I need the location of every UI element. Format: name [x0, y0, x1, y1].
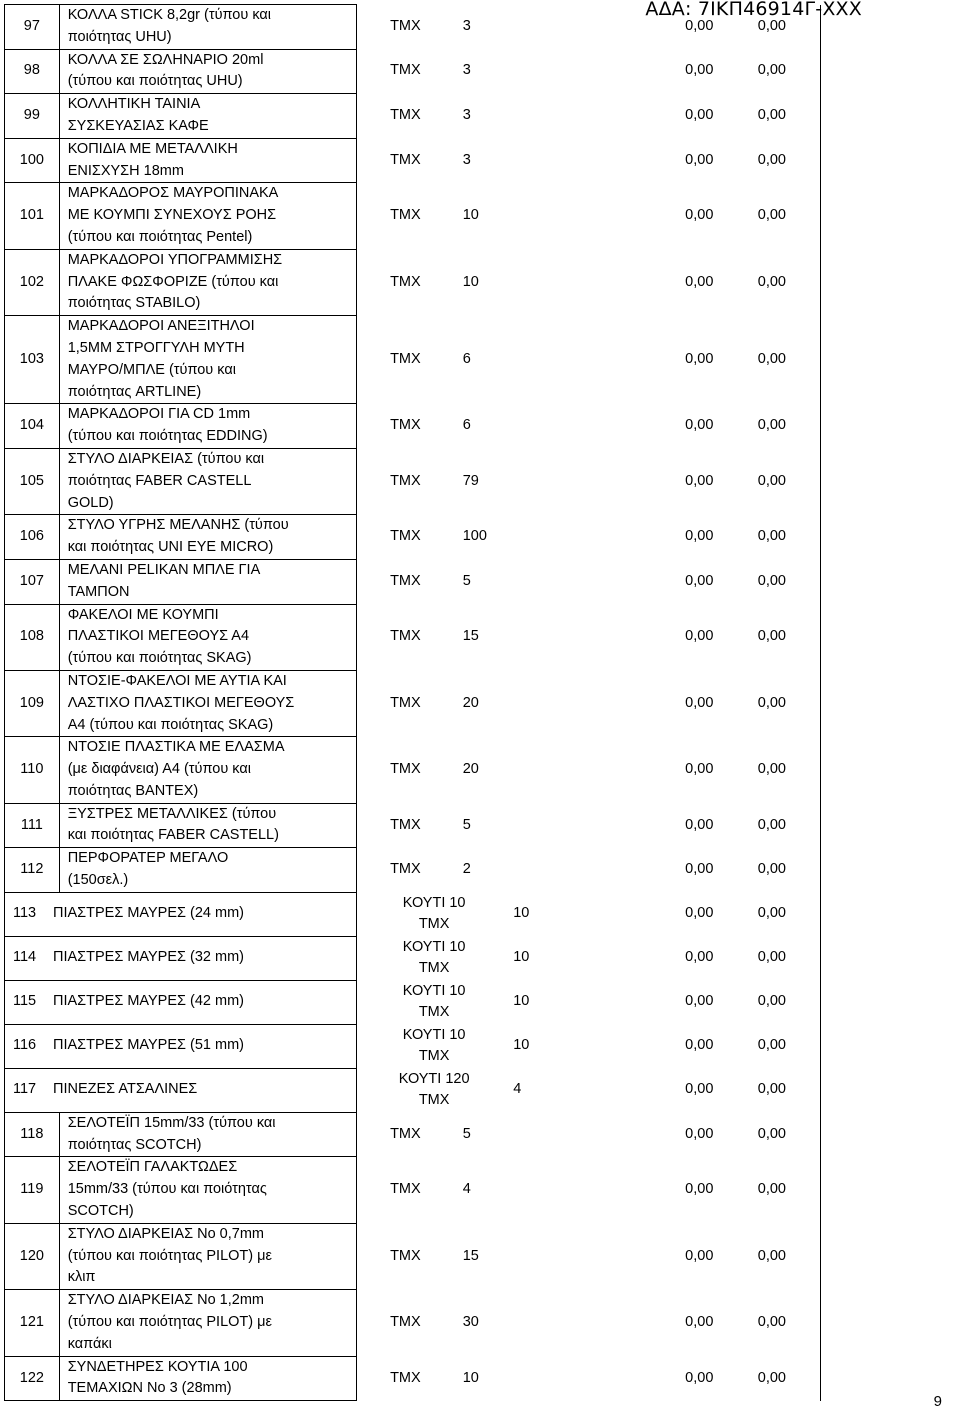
item-quantity: 10 — [513, 993, 530, 1010]
item-unit — [357, 737, 631, 803]
item-description: ΠΙΑΣΤΡΕΣ ΜΑΥΡΕΣ (51 mm) — [53, 1037, 244, 1054]
table-row — [5, 980, 821, 1024]
item-quantity: 20 — [462, 694, 479, 711]
table-row — [5, 670, 821, 736]
item-description — [59, 404, 356, 449]
item-number: 111 — [5, 803, 60, 848]
item-description — [59, 803, 356, 848]
item-total: 0,00 — [713, 980, 820, 1024]
item-description-line: ΤΑΜΠΟΝ — [67, 583, 130, 600]
item-quantity: 79 — [462, 472, 479, 489]
item-description-line: 1,5MM ΣΤΡΟΓΓΥΛΗ ΜΥΤΗ — [67, 339, 245, 356]
item-price: 0,00 — [685, 417, 714, 434]
item-unit-text: ΤΜΧ — [390, 62, 421, 79]
item-description-line: ΚΟΛΛΑ STICK 8,2gr (τύπου και — [67, 7, 272, 23]
item-unit — [357, 892, 512, 936]
item-number: 121 — [5, 1290, 60, 1356]
item-unit — [357, 404, 631, 449]
item-number-description — [5, 1024, 357, 1068]
item-price: 0,00 — [685, 107, 714, 124]
item-number: 112 — [5, 848, 60, 893]
item-description — [59, 138, 356, 183]
item-price: 0,00 — [685, 1125, 714, 1142]
item-number: 122 — [5, 1356, 60, 1401]
item-description — [59, 448, 356, 514]
item-unit-text: ΤΜΧ — [390, 761, 421, 778]
table-row — [5, 49, 821, 94]
item-total: 0,00 — [713, 1223, 820, 1289]
item-number: 114 — [13, 949, 37, 966]
table-row — [5, 1223, 821, 1289]
item-unit-text: ΤΜΧ — [390, 417, 421, 434]
item-total: 0,00 — [713, 803, 820, 848]
item-number: 116 — [13, 1037, 37, 1054]
item-description-line: ΣΕΛΟΤΕΪΠ ΓΑΛΑΚΤΩΔΕΣ — [67, 1159, 238, 1176]
item-price: 0,00 — [685, 528, 714, 545]
item-price: 0,00 — [685, 207, 714, 224]
item-total: 0,00 — [713, 737, 820, 803]
item-number: 120 — [5, 1223, 60, 1289]
item-number: 119 — [5, 1157, 60, 1223]
item-unit — [357, 848, 631, 893]
item-description-line: (τύπου και ποιότητας SKAG) — [67, 650, 252, 667]
item-description-line: ΠΛΑΣΤΙΚΟΙ ΜΕΓΕΘΟΥΣ Α4 — [67, 628, 250, 645]
item-description-line: (τύπου και ποιότητας PILOT) με — [67, 1247, 272, 1264]
item-description-line: ΝΤΟΣΙΕ-ΦΑΚΕΛΟΙ ΜΕ ΑΥΤΙΑ ΚΑΙ — [67, 672, 287, 689]
item-number-description — [5, 892, 357, 936]
item-number: 103 — [5, 316, 60, 404]
item-description-line: ποιότητας STABILO) — [67, 295, 201, 312]
item-price: 0,00 — [685, 17, 714, 34]
item-unit-text: ΤΜΧ — [390, 1125, 421, 1142]
item-unit-box — [403, 937, 466, 981]
item-price: 0,00 — [685, 861, 714, 878]
item-number: 108 — [5, 604, 60, 670]
item-description — [59, 604, 356, 670]
item-number: 115 — [13, 993, 37, 1010]
item-unit-text: ΤΜΧ — [390, 350, 421, 367]
item-unit-box — [403, 893, 466, 937]
item-price: 0,00 — [685, 993, 714, 1010]
item-quantity: 3 — [462, 151, 471, 168]
item-unit — [357, 1290, 631, 1356]
table-row — [5, 404, 821, 449]
item-total: 0,00 — [713, 559, 820, 604]
item-number: 105 — [5, 448, 60, 514]
item-price: 0,00 — [685, 350, 714, 367]
item-description — [59, 515, 356, 560]
item-unit-text: ΤΜΧ — [390, 816, 421, 833]
item-description-line: ΜΕ ΚΟΥΜΠΙ ΣΥΝΕΧΟΥΣ ΡΟΗΣ — [67, 207, 277, 224]
item-description-line: SCOTCH) — [67, 1203, 134, 1220]
table-row — [5, 249, 821, 315]
item-unit — [357, 515, 631, 560]
item-unit — [357, 1068, 512, 1112]
item-description-line: και ποιότητας FABER CASTELL) — [67, 827, 279, 844]
item-description — [59, 737, 356, 803]
item-number: 99 — [5, 94, 60, 139]
item-total: 0,00 — [713, 5, 820, 50]
item-unit — [357, 980, 512, 1024]
item-unit-box — [403, 1025, 466, 1069]
item-quantity: 5 — [462, 816, 471, 833]
item-unit — [357, 604, 631, 670]
item-description — [59, 1356, 356, 1401]
item-quantity: 30 — [462, 1314, 479, 1331]
item-quantity: 4 — [513, 1081, 522, 1098]
item-price: 0,00 — [685, 273, 714, 290]
item-price: 0,00 — [685, 1037, 714, 1054]
item-unit-line: ΤΜΧ — [418, 916, 450, 933]
item-unit — [357, 5, 631, 50]
item-description — [59, 1157, 356, 1223]
item-total: 0,00 — [713, 848, 820, 893]
item-price: 0,00 — [685, 62, 714, 79]
table-row — [5, 737, 821, 803]
item-description — [59, 94, 356, 139]
item-quantity: 15 — [462, 1247, 479, 1264]
item-unit-line: ΚΟΥΤΙ 10 — [402, 1026, 466, 1043]
item-quantity: 10 — [513, 949, 530, 966]
item-description: ΠΙΑΣΤΡΕΣ ΜΑΥΡΕΣ (24 mm) — [53, 905, 244, 922]
item-description-line: ΜΑΡΚΑΔΟΡΟΣ ΜΑΥΡΟΠΙΝΑΚΑ — [67, 185, 279, 202]
item-unit — [357, 94, 631, 139]
item-price: 0,00 — [685, 761, 714, 778]
item-description-line: ΣΥΣΚΕΥΑΣΙΑΣ ΚΑΦΕ — [67, 117, 209, 134]
item-unit-text: ΤΜΧ — [390, 1314, 421, 1331]
table-row — [5, 559, 821, 604]
items-table-body — [5, 5, 821, 1401]
item-total: 0,00 — [713, 183, 820, 249]
item-description — [59, 848, 356, 893]
item-description-line: (τύπου και ποιότητας Pentel) — [67, 228, 253, 245]
item-description-line: ΣΥΝΔΕΤΗΡΕΣ ΚΟΥΤΙΑ 100 — [67, 1358, 248, 1375]
item-total: 0,00 — [713, 138, 820, 183]
item-description-line: ΜΑΥΡΟ/ΜΠΛΕ (τύπου και — [67, 361, 236, 378]
item-quantity: 4 — [462, 1181, 471, 1198]
item-unit-line: ΚΟΥΤΙ 10 — [402, 982, 466, 999]
table-row — [5, 138, 821, 183]
item-quantity: 10 — [513, 1037, 530, 1054]
item-quantity: 100 — [462, 528, 487, 545]
item-description-line: ΣΤΥΛΟ ΔΙΑΡΚΕΙΑΣ Νο 1,2mm — [67, 1292, 264, 1309]
table-row — [5, 1068, 821, 1112]
item-price: 0,00 — [685, 1369, 714, 1386]
item-unit — [357, 670, 631, 736]
item-description-line: (με διαφάνεια) Α4 (τύπου και — [67, 761, 251, 778]
item-description — [59, 183, 356, 249]
item-description-line: (τύπου και ποιότητας PILOT) με — [67, 1314, 272, 1331]
table-row — [5, 448, 821, 514]
item-price: 0,00 — [685, 628, 714, 645]
item-number: 109 — [5, 670, 60, 736]
item-total: 0,00 — [713, 49, 820, 94]
item-description-line: ΤΕΜΑΧΙΩΝ Νο 3 (28mm) — [67, 1380, 232, 1397]
item-description — [59, 5, 356, 50]
item-total: 0,00 — [713, 1157, 820, 1223]
item-unit-text: ΤΜΧ — [390, 694, 421, 711]
item-number: 104 — [5, 404, 60, 449]
item-total: 0,00 — [713, 936, 820, 980]
item-description-line: 15mm/33 (τύπου και ποιότητας — [67, 1181, 267, 1198]
item-description — [59, 1223, 356, 1289]
item-unit-line: ΤΜΧ — [418, 1092, 450, 1109]
table-row — [5, 1157, 821, 1223]
item-unit — [357, 803, 631, 848]
item-number: 118 — [5, 1112, 60, 1157]
item-description-line: και ποιότητας UNI EYE MICRO) — [67, 539, 274, 556]
item-unit-line: ΤΜΧ — [418, 960, 450, 977]
item-price: 0,00 — [685, 1181, 714, 1198]
table-row — [5, 848, 821, 893]
table-row — [5, 515, 821, 560]
item-description-line: ποιότητας SCOTCH) — [67, 1136, 202, 1153]
item-price: 0,00 — [685, 572, 714, 589]
item-total: 0,00 — [713, 448, 820, 514]
item-quantity: 20 — [462, 761, 479, 778]
item-price: 0,00 — [685, 905, 714, 922]
item-total: 0,00 — [713, 515, 820, 560]
item-description — [59, 49, 356, 94]
item-unit-text: ΤΜΧ — [390, 1181, 421, 1198]
table-row — [5, 94, 821, 139]
item-total: 0,00 — [713, 670, 820, 736]
item-quantity: 15 — [462, 628, 479, 645]
item-number: 97 — [5, 5, 60, 50]
item-unit-line: ΤΜΧ — [418, 1048, 450, 1065]
item-unit — [357, 1024, 512, 1068]
table-row — [5, 892, 821, 936]
item-description-line: κλιπ — [67, 1269, 96, 1286]
item-number: 117 — [13, 1081, 37, 1098]
item-quantity: 6 — [462, 417, 471, 434]
item-description-line: ΜΑΡΚΑΔΟΡΟΙ ΑΝΕΞΙΤΗΛΟΙ — [67, 318, 255, 335]
item-description-line: ποιότητας ARTLINE) — [67, 383, 202, 400]
item-description-line: ΠΛΑΚΕ ΦΩΣΦΟΡΙΖΕ (τύπου και — [67, 273, 279, 290]
item-price: 0,00 — [685, 1314, 714, 1331]
item-description-line: ΜΕΛΑΝΙ PELIKAN ΜΠΛΕ ΓΙΑ — [67, 561, 261, 578]
item-description-line: ΣΤΥΛΟ ΥΓΡΗΣ ΜΕΛΑΝΗΣ (τύπου — [67, 517, 289, 534]
item-description-line: GOLD) — [67, 494, 114, 511]
item-description — [59, 249, 356, 315]
item-unit — [357, 49, 631, 94]
item-unit — [357, 1356, 631, 1401]
item-total: 0,00 — [713, 1024, 820, 1068]
item-description-line: ΕΝΙΣΧΥΣΗ 18mm — [67, 162, 184, 179]
item-quantity: 10 — [462, 273, 479, 290]
items-table — [4, 4, 821, 1401]
item-quantity: 3 — [462, 107, 471, 124]
table-row — [5, 5, 821, 50]
item-quantity: 2 — [462, 861, 471, 878]
item-unit-line: ΚΟΥΤΙ 10 — [402, 894, 466, 911]
item-unit-text: ΤΜΧ — [390, 107, 421, 124]
item-unit — [357, 559, 631, 604]
item-quantity: 5 — [462, 1125, 471, 1142]
item-total: 0,00 — [713, 1112, 820, 1157]
item-unit — [357, 249, 631, 315]
item-description — [59, 316, 356, 404]
item-description: ΠΙΝΕΖΕΣ ΑΤΣΑΛΙΝΕΣ — [53, 1081, 198, 1098]
item-description-line: ΚΟΠΙΔΙΑ ΜΕ ΜΕΤΑΛΛΙΚΗ — [67, 140, 238, 157]
item-description-line: (τύπου και ποιότητας EDDING) — [67, 428, 268, 445]
item-unit-text: ΤΜΧ — [390, 1247, 421, 1264]
item-description-line: καπάκι — [67, 1335, 112, 1352]
item-description-line: ποιότητας FABER CASTELL — [67, 472, 252, 489]
item-description-line: (τύπου και ποιότητας UHU) — [67, 73, 243, 90]
item-description-line: ΣΕΛΟΤΕΪΠ 15mm/33 (τύπου και — [67, 1114, 276, 1131]
table-row — [5, 803, 821, 848]
item-total: 0,00 — [713, 892, 820, 936]
item-unit — [357, 1223, 631, 1289]
item-number: 101 — [5, 183, 60, 249]
item-description-line: ποιότητας UHU) — [67, 28, 172, 45]
item-quantity: 6 — [462, 350, 471, 367]
item-description-line: ΜΑΡΚΑΔΟΡΟΙ ΓΙΑ CD 1mm — [67, 406, 251, 423]
item-unit-text: ΤΜΧ — [390, 472, 421, 489]
item-unit-line: ΚΟΥΤΙ 10 — [402, 938, 466, 955]
item-quantity: 10 — [462, 207, 479, 224]
item-description-line: ΚΟΛΛΗΤΙΚΗ ΤΑΙΝΙΑ — [67, 96, 201, 113]
item-unit-text: ΤΜΧ — [390, 273, 421, 290]
item-unit-text: ΤΜΧ — [390, 628, 421, 645]
item-unit — [357, 138, 631, 183]
table-row — [5, 316, 821, 404]
item-unit-text: ΤΜΧ — [390, 17, 421, 34]
item-unit-text: ΤΜΧ — [390, 1369, 421, 1386]
item-number: 100 — [5, 138, 60, 183]
item-number: 107 — [5, 559, 60, 604]
item-number: 113 — [13, 905, 37, 922]
item-description: ΠΙΑΣΤΡΕΣ ΜΑΥΡΕΣ (42 mm) — [53, 993, 244, 1010]
item-description-line: ΣΤΥΛΟ ΔΙΑΡΚΕΙΑΣ (τύπου και — [67, 450, 265, 467]
item-unit-text: ΤΜΧ — [390, 151, 421, 168]
table-row — [5, 1356, 821, 1401]
item-description-line: ποιότητας ΒΑΝΤΕΧ) — [67, 782, 199, 799]
item-description-line: (150σελ.) — [67, 872, 129, 889]
item-total: 0,00 — [713, 1290, 820, 1356]
item-total: 0,00 — [713, 604, 820, 670]
item-description-line: ΛΑΣΤΙΧΟ ΠΛΑΣΤΙΚΟΙ ΜΕΓΕΘΟΥΣ — [67, 694, 295, 711]
item-description: ΠΙΑΣΤΡΕΣ ΜΑΥΡΕΣ (32 mm) — [53, 949, 244, 966]
item-description — [59, 1112, 356, 1157]
item-unit-text: ΤΜΧ — [390, 207, 421, 224]
item-quantity: 3 — [462, 62, 471, 79]
item-price: 0,00 — [685, 1247, 714, 1264]
item-quantity: 10 — [513, 905, 530, 922]
item-number: 98 — [5, 49, 60, 94]
item-number-description — [5, 980, 357, 1024]
item-unit-text: ΤΜΧ — [390, 528, 421, 545]
item-unit-line: ΚΟΥΤΙ 120 — [398, 1070, 470, 1087]
item-unit — [357, 183, 631, 249]
item-quantity: 10 — [462, 1369, 479, 1386]
item-price: 0,00 — [685, 816, 714, 833]
table-row — [5, 1112, 821, 1157]
item-price: 0,00 — [685, 694, 714, 711]
item-description-line: ΞΥΣΤΡΕΣ ΜΕΤΑΛΛΙΚΕΣ (τύπου — [67, 805, 277, 822]
table-row — [5, 936, 821, 980]
item-number-description — [5, 936, 357, 980]
item-description-line: ΚΟΛΛΑ ΣΕ ΣΩΛΗΝΑΡΙΟ 20ml — [67, 51, 264, 68]
item-unit — [357, 316, 631, 404]
item-price: 0,00 — [685, 1081, 714, 1098]
item-description-line: ΦΑΚΕΛΟΙ ΜΕ ΚΟΥΜΠΙ — [67, 606, 219, 623]
item-total: 0,00 — [713, 94, 820, 139]
item-unit — [357, 1112, 631, 1157]
item-description — [59, 1290, 356, 1356]
item-description-line: ΠΕΡΦΟΡΑΤΕΡ ΜΕΓΑΛΟ — [67, 850, 229, 867]
item-number: 106 — [5, 515, 60, 560]
item-price: 0,00 — [685, 472, 714, 489]
table-row — [5, 604, 821, 670]
item-quantity: 5 — [462, 572, 471, 589]
item-total: 0,00 — [713, 404, 820, 449]
item-description-line: Α4 (τύπου και ποιότητας SKAG) — [67, 716, 274, 733]
item-unit-box — [399, 1069, 470, 1113]
table-row — [5, 1290, 821, 1356]
item-price: 0,00 — [685, 949, 714, 966]
page-number: 9 — [933, 1393, 942, 1410]
item-total: 0,00 — [713, 1068, 820, 1112]
item-price: 0,00 — [685, 151, 714, 168]
item-unit-box — [403, 981, 466, 1025]
item-quantity: 3 — [462, 17, 471, 34]
item-unit-text: ΤΜΧ — [390, 861, 421, 878]
item-number: 102 — [5, 249, 60, 315]
item-total: 0,00 — [713, 316, 820, 404]
item-unit — [357, 448, 631, 514]
item-description — [59, 559, 356, 604]
table-row — [5, 1024, 821, 1068]
item-number-description — [5, 1068, 357, 1112]
item-total: 0,00 — [713, 1356, 820, 1401]
item-unit — [357, 936, 512, 980]
item-description — [59, 670, 356, 736]
item-description-line: ΜΑΡΚΑΔΟΡΟΙ ΥΠΟΓΡΑΜΜΙΣΗΣ — [67, 251, 283, 268]
ada-watermark: ΑΔΑ: 7ΙΚΠ46914Γ-ΧΧΧ — [645, 0, 862, 20]
item-description-line: ΝΤΟΣΙΕ ΠΛΑΣΤΙΚΑ ΜΕ ΕΛΑΣΜΑ — [67, 739, 285, 756]
table-row — [5, 183, 821, 249]
item-unit — [357, 1157, 631, 1223]
item-description-line: ΣΤΥΛΟ ΔΙΑΡΚΕΙΑΣ Νο 0,7mm — [67, 1225, 264, 1242]
item-total: 0,00 — [713, 249, 820, 315]
item-unit-text: ΤΜΧ — [390, 572, 421, 589]
item-number: 110 — [5, 737, 60, 803]
item-unit-line: ΤΜΧ — [418, 1004, 450, 1021]
